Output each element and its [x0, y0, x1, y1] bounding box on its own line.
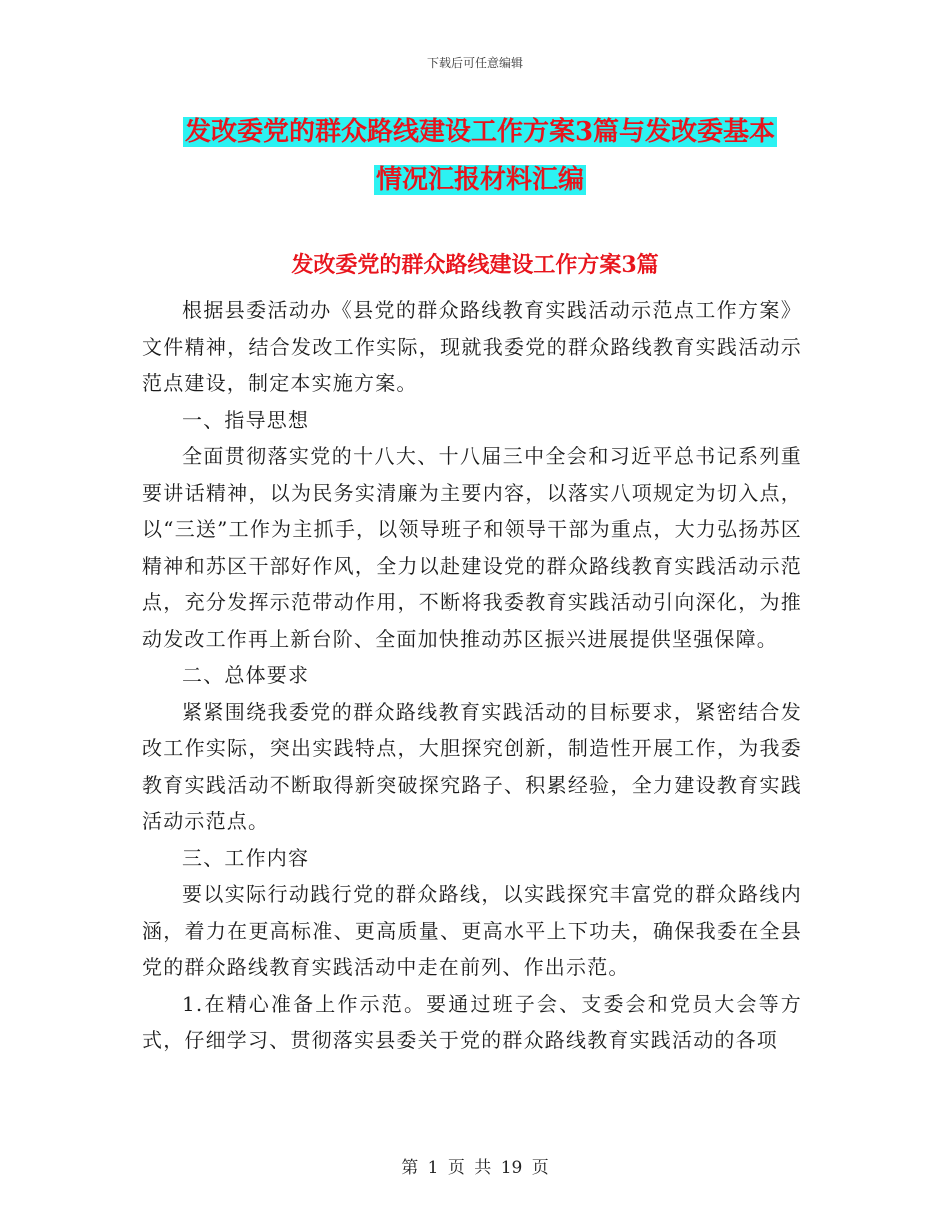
section-title: 发改委党的群众路线建设工作方案3篇: [291, 252, 659, 278]
heading-work-content: 三、工作内容: [182, 845, 310, 870]
paragraph-guiding-ideology: 全面贯彻落实党的十八大、十八届三中全会和习近平总书记系列重要讲话精神，以为民务实清廉为主要内容，以落实八项规定为切入点，以“三送”工作为主抓手，以领导班子和领导干部为重点，大力弘扬苏区精神和苏区干部好作风，全力以赴建设党的群众路线教育实践活动示范点，充分发挥示范带动作用，不断将我委教育实践活动引向深化，为推动发改工作再上新台阶、全面加快推动苏区振兴进展提供坚强保障。: [142, 444, 802, 651]
paragraph-item-1: 1.在精心准备上作示范。要通过班子会、支委会和党员大会等方式，仔细学习、贯彻落实县委关于党的群众路线教育实践活动的各项: [142, 991, 802, 1052]
paragraph-overall-requirements: 紧紧围绕我委党的群众路线教育实践活动的目标要求，紧密结合发改工作实际，突出实践特点，大胆探究创新，制造性开展工作，为我委教育实践活动不断取得新突破探究路子、积累经验，全力建设教育实践活动示范点。: [142, 699, 802, 833]
heading-overall-requirements: 二、总体要求: [182, 663, 310, 687]
document-title-line-1: 发改委党的群众路线建设工作方案3篇与发改委基本: [184, 117, 776, 147]
document-body: [142, 292, 802, 1059]
document-title: [150, 108, 810, 204]
heading-guiding-ideology: 一、指导思想: [182, 407, 310, 432]
page-header-note: 下载后可任意编辑: [426, 56, 523, 70]
paragraph-work-content: 要以实际行动践行党的群众路线，以实践探究丰富党的群众路线内涵，着力在更高标准、更高质量、更高水平上下功夫，确保我委在全县党的群众路线教育实践活动中走在前列、作出示范。: [142, 882, 802, 979]
page-number: 第 1 页 共 19 页: [401, 1158, 549, 1178]
paragraph-intro: 根据县委活动办《县党的群众路线教育实践活动示范点工作方案》文件精神，结合发改工作实际，现就我委党的群众路线教育实践活动示范点建设，制定本实施方案。: [142, 298, 802, 395]
document-title-line-2: 情况汇报材料汇编: [375, 165, 584, 195]
